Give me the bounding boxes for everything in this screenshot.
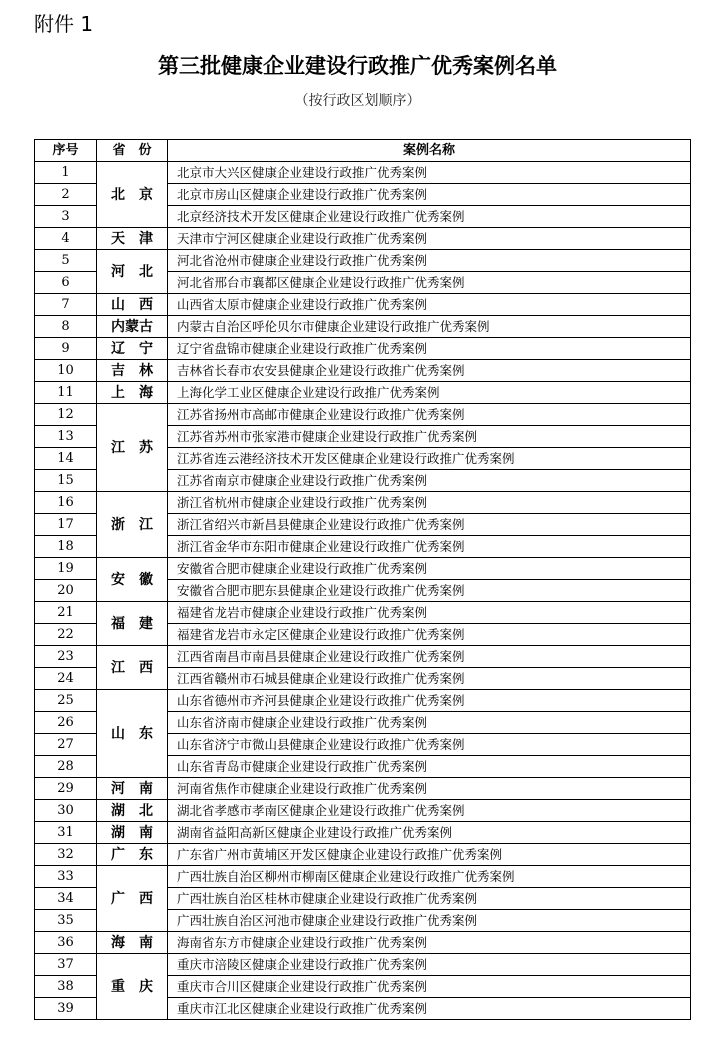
attachment-label: 附件 1 (34, 12, 94, 36)
case-number: 3 (35, 206, 97, 228)
province-cell: 北 京 (97, 162, 168, 228)
case-name: 江苏省苏州市张家港市健康企业建设行政推广优秀案例 (168, 426, 691, 448)
case-name: 江苏省扬州市高邮市健康企业建设行政推广优秀案例 (168, 404, 691, 426)
case-name: 山东省德州市齐河县健康企业建设行政推广优秀案例 (168, 690, 691, 712)
header-number: 序号 (35, 140, 97, 162)
province-cell: 广 西 (97, 866, 168, 932)
case-number: 17 (35, 514, 97, 536)
province-cell: 河 北 (97, 250, 168, 294)
case-number: 25 (35, 690, 97, 712)
case-name: 福建省龙岩市健康企业建设行政推广优秀案例 (168, 602, 691, 624)
province-cell: 山 西 (97, 294, 168, 316)
province-cell: 浙 江 (97, 492, 168, 558)
case-name: 辽宁省盘锦市健康企业建设行政推广优秀案例 (168, 338, 691, 360)
province-cell: 江 西 (97, 646, 168, 690)
case-name: 广东省广州市黄埔区开发区健康企业建设行政推广优秀案例 (168, 844, 691, 866)
document-title: 第三批健康企业建设行政推广优秀案例名单 (158, 54, 557, 78)
case-name: 北京市大兴区健康企业建设行政推广优秀案例 (168, 162, 691, 184)
table-header-row (35, 140, 691, 162)
case-number: 9 (35, 338, 97, 360)
province-cell: 内蒙古 (97, 316, 168, 338)
case-name: 重庆市江北区健康企业建设行政推广优秀案例 (168, 998, 691, 1020)
case-name: 安徽省合肥市肥东县健康企业建设行政推广优秀案例 (168, 580, 691, 602)
case-number: 2 (35, 184, 97, 206)
case-number: 14 (35, 448, 97, 470)
case-name: 江西省赣州市石城县健康企业建设行政推广优秀案例 (168, 668, 691, 690)
case-number: 21 (35, 602, 97, 624)
table-row (35, 558, 691, 580)
case-number: 19 (35, 558, 97, 580)
province-cell: 湖 南 (97, 822, 168, 844)
table-row (35, 602, 691, 624)
case-name: 重庆市合川区健康企业建设行政推广优秀案例 (168, 976, 691, 998)
case-name: 广西壮族自治区河池市健康企业建设行政推广优秀案例 (168, 910, 691, 932)
case-number: 29 (35, 778, 97, 800)
case-number: 6 (35, 272, 97, 294)
case-number: 38 (35, 976, 97, 998)
table-row (35, 822, 691, 844)
case-number: 1 (35, 162, 97, 184)
province-cell: 上 海 (97, 382, 168, 404)
table-row (35, 316, 691, 338)
province-cell: 天 津 (97, 228, 168, 250)
case-name: 江苏省南京市健康企业建设行政推广优秀案例 (168, 470, 691, 492)
table-row (35, 844, 691, 866)
case-number: 37 (35, 954, 97, 976)
table-row (35, 866, 691, 888)
case-number: 30 (35, 800, 97, 822)
case-number: 11 (35, 382, 97, 404)
case-name: 海南省东方市健康企业建设行政推广优秀案例 (168, 932, 691, 954)
case-name: 浙江省金华市东阳市健康企业建设行政推广优秀案例 (168, 536, 691, 558)
case-name: 浙江省杭州市健康企业建设行政推广优秀案例 (168, 492, 691, 514)
table-row (35, 382, 691, 404)
table-row (35, 800, 691, 822)
case-number: 26 (35, 712, 97, 734)
case-number: 13 (35, 426, 97, 448)
table-row (35, 294, 691, 316)
case-name: 河北省邢台市襄都区健康企业建设行政推广优秀案例 (168, 272, 691, 294)
case-name: 江苏省连云港经济技术开发区健康企业建设行政推广优秀案例 (168, 448, 691, 470)
province-cell: 安 徽 (97, 558, 168, 602)
case-name: 天津市宁河区健康企业建设行政推广优秀案例 (168, 228, 691, 250)
province-cell: 海 南 (97, 932, 168, 954)
case-number: 5 (35, 250, 97, 272)
table-row (35, 338, 691, 360)
case-name: 山西省太原市健康企业建设行政推广优秀案例 (168, 294, 691, 316)
case-number: 7 (35, 294, 97, 316)
case-number: 16 (35, 492, 97, 514)
case-name: 重庆市涪陵区健康企业建设行政推广优秀案例 (168, 954, 691, 976)
table-row (35, 690, 691, 712)
table-row (35, 162, 691, 184)
case-number: 35 (35, 910, 97, 932)
case-name: 湖南省益阳高新区健康企业建设行政推广优秀案例 (168, 822, 691, 844)
table-row (35, 778, 691, 800)
case-number: 10 (35, 360, 97, 382)
table-row (35, 228, 691, 250)
case-name: 河北省沧州市健康企业建设行政推广优秀案例 (168, 250, 691, 272)
case-number: 8 (35, 316, 97, 338)
header-province: 省 份 (97, 140, 168, 162)
province-cell: 广 东 (97, 844, 168, 866)
header-case-name: 案例名称 (168, 140, 691, 162)
case-number: 39 (35, 998, 97, 1020)
case-number: 15 (35, 470, 97, 492)
case-number: 22 (35, 624, 97, 646)
case-name: 内蒙古自治区呼伦贝尔市健康企业建设行政推广优秀案例 (168, 316, 691, 338)
case-number: 24 (35, 668, 97, 690)
case-name: 北京经济技术开发区健康企业建设行政推广优秀案例 (168, 206, 691, 228)
case-name: 湖北省孝感市孝南区健康企业建设行政推广优秀案例 (168, 800, 691, 822)
case-number: 18 (35, 536, 97, 558)
case-number: 31 (35, 822, 97, 844)
case-number: 4 (35, 228, 97, 250)
table-row (35, 404, 691, 426)
province-cell: 山 东 (97, 690, 168, 778)
province-cell: 重 庆 (97, 954, 168, 1020)
table-row (35, 932, 691, 954)
province-cell: 福 建 (97, 602, 168, 646)
case-name: 北京市房山区健康企业建设行政推广优秀案例 (168, 184, 691, 206)
case-name: 河南省焦作市健康企业建设行政推广优秀案例 (168, 778, 691, 800)
case-name: 福建省龙岩市永定区健康企业建设行政推广优秀案例 (168, 624, 691, 646)
case-name: 广西壮族自治区桂林市健康企业建设行政推广优秀案例 (168, 888, 691, 910)
case-number: 23 (35, 646, 97, 668)
province-cell: 江 苏 (97, 404, 168, 492)
case-name: 上海化学工业区健康企业建设行政推广优秀案例 (168, 382, 691, 404)
case-name: 广西壮族自治区柳州市柳南区健康企业建设行政推广优秀案例 (168, 866, 691, 888)
case-name: 山东省济南市健康企业建设行政推广优秀案例 (168, 712, 691, 734)
case-name: 江西省南昌市南昌县健康企业建设行政推广优秀案例 (168, 646, 691, 668)
table-row (35, 646, 691, 668)
table-body (35, 162, 691, 1020)
case-name: 安徽省合肥市健康企业建设行政推广优秀案例 (168, 558, 691, 580)
case-number: 12 (35, 404, 97, 426)
table-row (35, 250, 691, 272)
case-name: 浙江省绍兴市新昌县健康企业建设行政推广优秀案例 (168, 514, 691, 536)
table-row (35, 492, 691, 514)
case-number: 27 (35, 734, 97, 756)
case-name: 山东省青岛市健康企业建设行政推广优秀案例 (168, 756, 691, 778)
case-list-table (34, 139, 691, 1020)
case-number: 28 (35, 756, 97, 778)
document-subtitle: （按行政区划顺序） (294, 93, 421, 109)
province-cell: 湖 北 (97, 800, 168, 822)
table-row (35, 954, 691, 976)
case-number: 20 (35, 580, 97, 602)
case-number: 32 (35, 844, 97, 866)
province-cell: 吉 林 (97, 360, 168, 382)
province-cell: 辽 宁 (97, 338, 168, 360)
case-number: 34 (35, 888, 97, 910)
case-name: 吉林省长春市农安县健康企业建设行政推广优秀案例 (168, 360, 691, 382)
case-number: 33 (35, 866, 97, 888)
province-cell: 河 南 (97, 778, 168, 800)
case-name: 山东省济宁市微山县健康企业建设行政推广优秀案例 (168, 734, 691, 756)
table-row (35, 360, 691, 382)
case-number: 36 (35, 932, 97, 954)
